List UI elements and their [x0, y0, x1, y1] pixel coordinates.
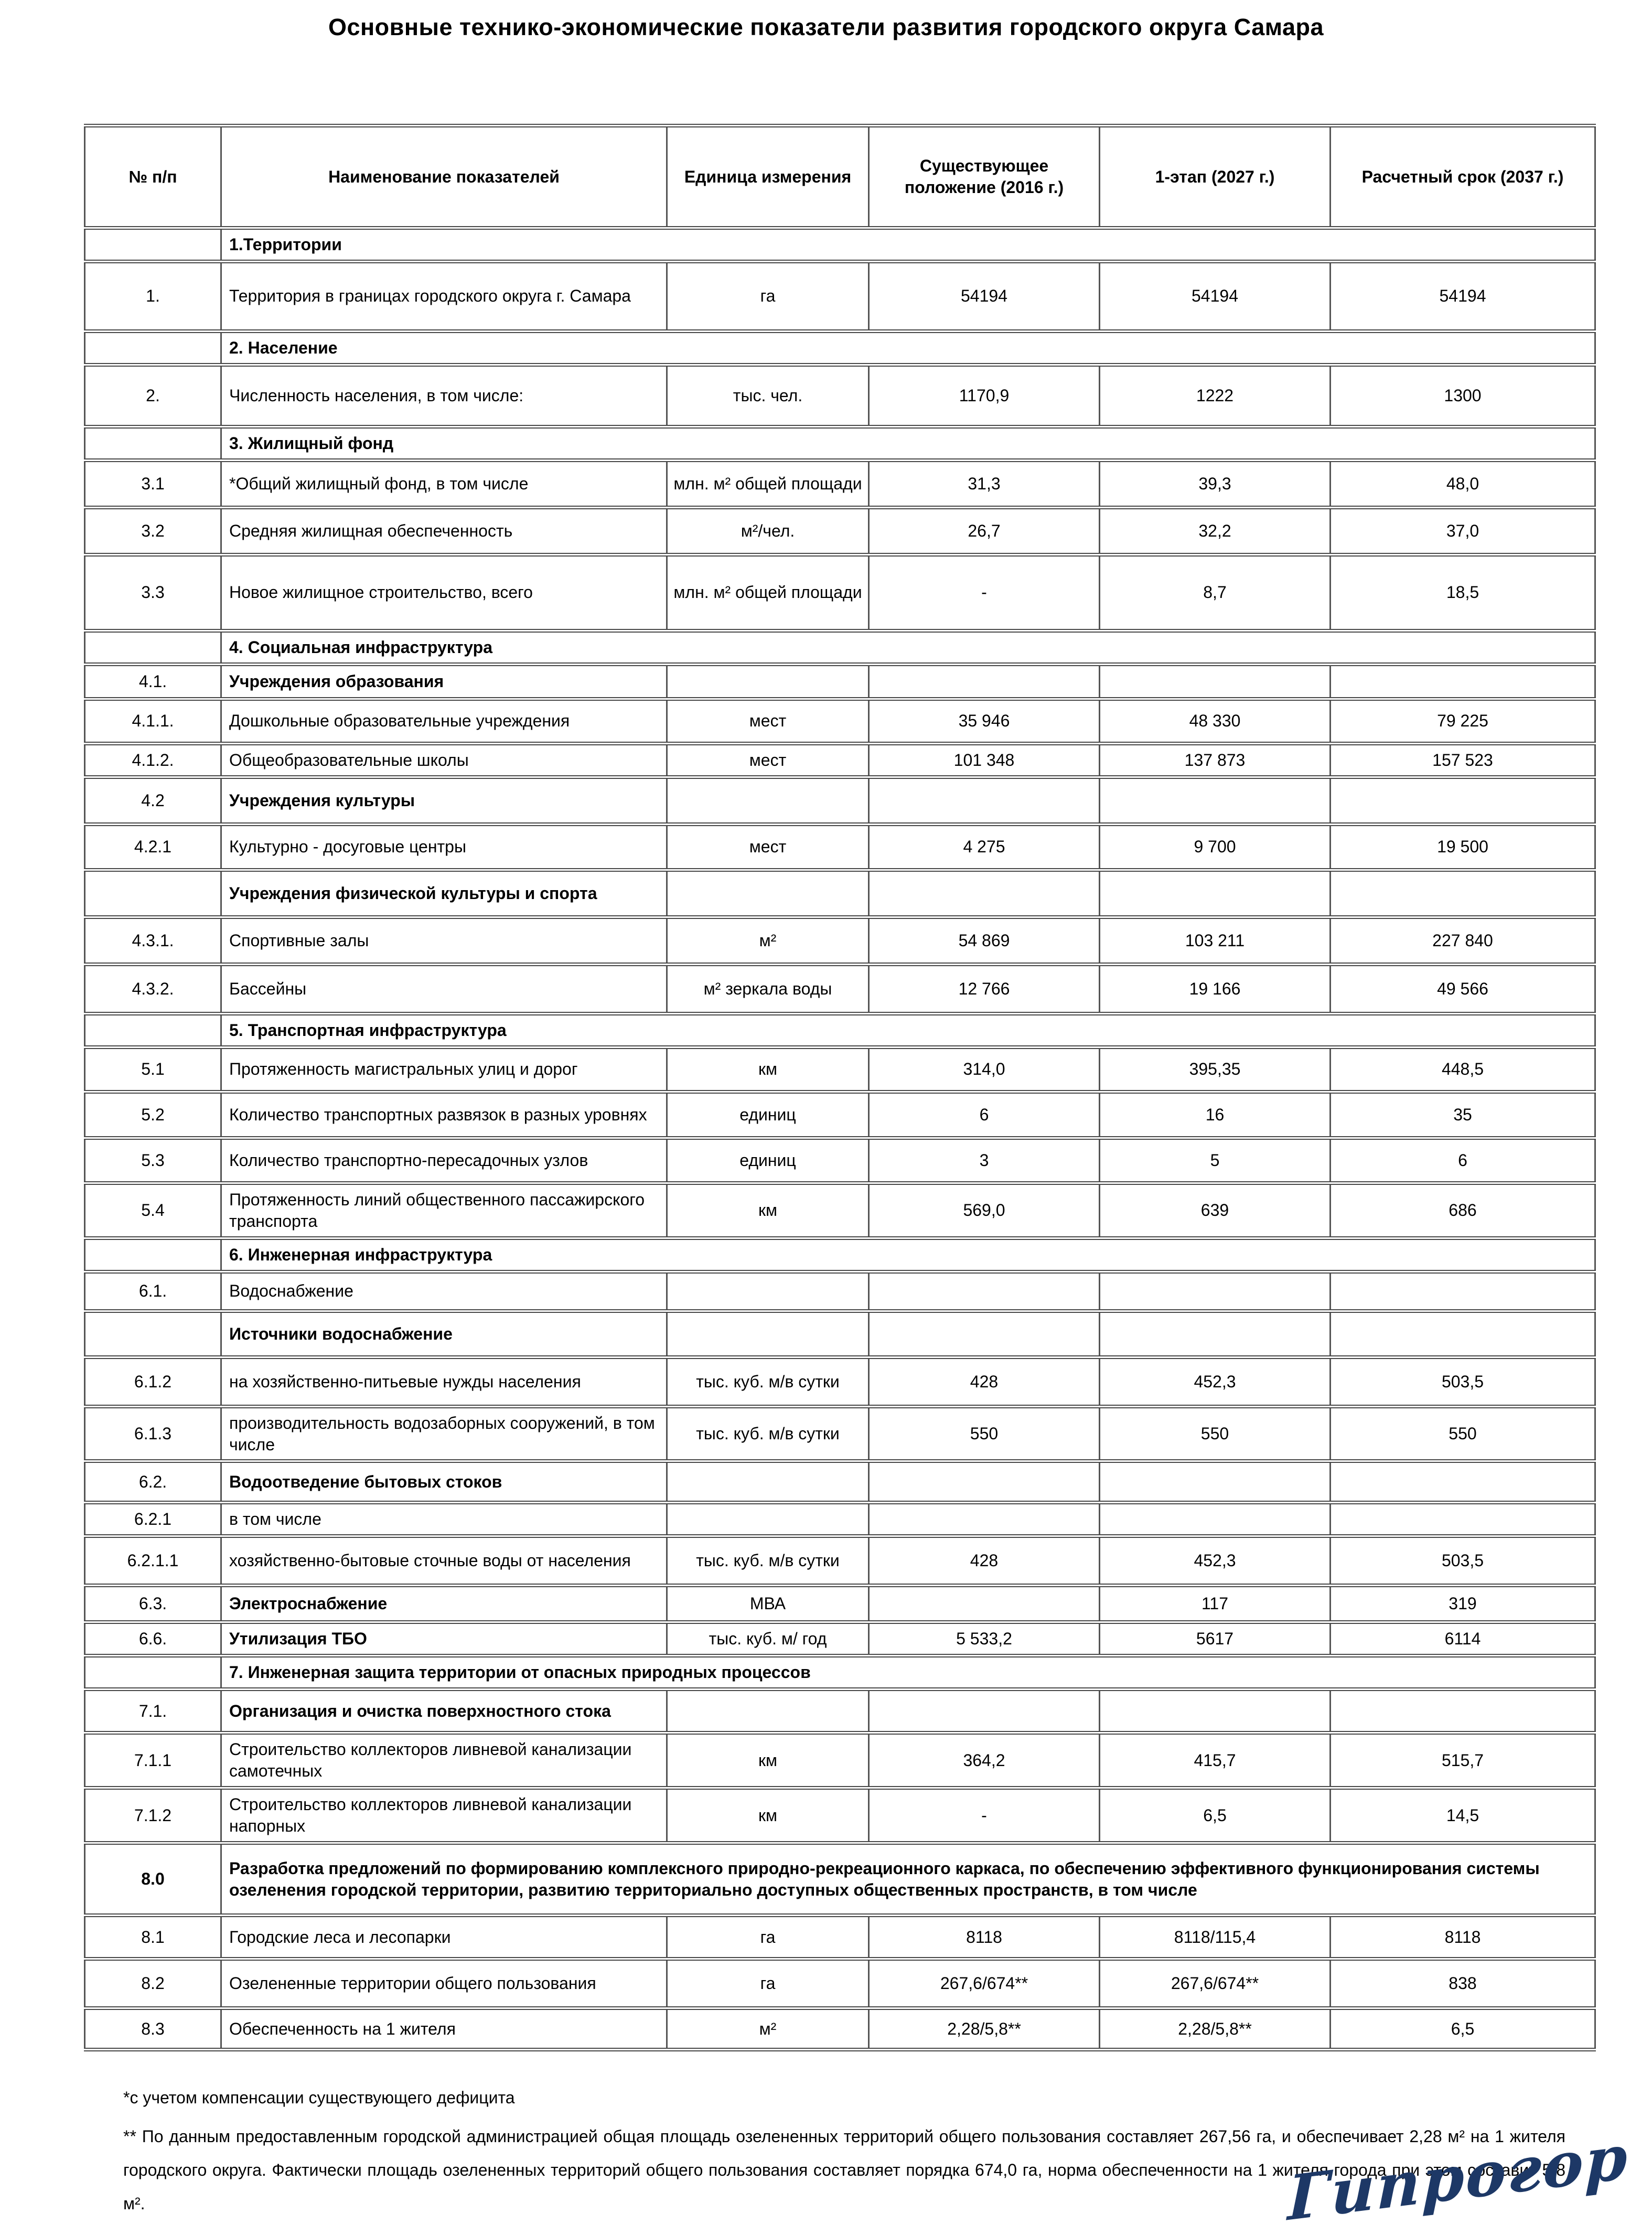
cell-num: 6.1.3: [85, 1406, 221, 1461]
cell-2016: [869, 1689, 1100, 1733]
cell-2016: 267,6/674**: [869, 1959, 1100, 2008]
cell-unit: [667, 1461, 869, 1503]
table-row: [85, 1138, 1595, 1183]
cell-num: 3.2: [85, 507, 221, 554]
table-row: [85, 664, 1595, 699]
cell-2027: 6,5: [1100, 1788, 1331, 1843]
cell-unit: га: [667, 1959, 869, 2008]
cell-2037: 54194: [1331, 261, 1595, 331]
cell-2027: 8118/115,4: [1100, 1916, 1331, 1959]
cell-num: [85, 1656, 221, 1689]
cell-name: Обеспеченность на 1 жителя: [221, 2008, 667, 2050]
cell-unit: мест: [667, 743, 869, 777]
section-row: [85, 426, 1595, 460]
cell-name: Спортивные залы: [221, 917, 667, 964]
cell-2016: 54 869: [869, 917, 1100, 964]
cell-name: Средняя жилищная обеспеченность: [221, 507, 667, 554]
cell-2016: [869, 664, 1100, 699]
cell-unit: тыс. куб. м/в сутки: [667, 1406, 869, 1461]
cell-2037: [1331, 1689, 1595, 1733]
table-row: [85, 365, 1595, 426]
cell-name: Количество транспортных развязок в разных уровнях: [221, 1092, 667, 1138]
cell-unit: [667, 1311, 869, 1357]
table-row: [85, 1622, 1595, 1656]
cell-2016: 101 348: [869, 743, 1100, 777]
cell-unit: тыс. куб. м/в сутки: [667, 1536, 869, 1586]
section-title: 3. Жилищный фонд: [221, 426, 1595, 460]
cell-2016: 26,7: [869, 507, 1100, 554]
table-row: [85, 699, 1595, 743]
cell-unit: млн. м² общей площади: [667, 554, 869, 630]
cell-name: Озелененные территории общего пользования: [221, 1959, 667, 2008]
section-row: [85, 1843, 1595, 1916]
table-row: [85, 1959, 1595, 2008]
cell-2016: [869, 1586, 1100, 1622]
cell-unit: км: [667, 1788, 869, 1843]
cell-2037: 37,0: [1331, 507, 1595, 554]
cell-num: 4.2.1: [85, 824, 221, 870]
cell-name: Количество транспортно-пересадочных узлов: [221, 1138, 667, 1183]
cell-unit: мест: [667, 824, 869, 870]
cell-2037: 19 500: [1331, 824, 1595, 870]
cell-name: Утилизация ТБО: [221, 1622, 667, 1656]
cell-2037: [1331, 664, 1595, 699]
cell-num: 6.6.: [85, 1622, 221, 1656]
cell-name: Территория в границах городского округа г. Самара: [221, 261, 667, 331]
cell-unit: единиц: [667, 1138, 869, 1183]
table-row: [85, 1357, 1595, 1406]
cell-2016: [869, 870, 1100, 917]
cell-2027: 19 166: [1100, 964, 1331, 1013]
section-title: 2. Население: [221, 331, 1595, 365]
cell-name: в том числе: [221, 1503, 667, 1536]
section-row: [85, 1013, 1595, 1047]
cell-unit: тыс. чел.: [667, 365, 869, 426]
cell-unit: МВА: [667, 1586, 869, 1622]
section-title: 4. Социальная инфраструктура: [221, 630, 1595, 664]
cell-2037: 503,5: [1331, 1536, 1595, 1586]
cell-2016: 569,0: [869, 1183, 1100, 1238]
cell-num: 6.3.: [85, 1586, 221, 1622]
cell-name: Культурно - досуговые центры: [221, 824, 667, 870]
cell-2037: 550: [1331, 1406, 1595, 1461]
cell-unit: м²/чел.: [667, 507, 869, 554]
cell-name: Протяженность линий общественного пассажирского транспорта: [221, 1183, 667, 1238]
cell-2027: 5617: [1100, 1622, 1331, 1656]
cell-unit: га: [667, 1916, 869, 1959]
table-row: [85, 1788, 1595, 1843]
column-header-unit: Единица измерения: [667, 126, 869, 228]
table-row: [85, 1503, 1595, 1536]
table-row: [85, 870, 1595, 917]
cell-num: 6.1.2: [85, 1357, 221, 1406]
cell-2037: 686: [1331, 1183, 1595, 1238]
cell-2027: 137 873: [1100, 743, 1331, 777]
table-row: [85, 1916, 1595, 1959]
cell-2016: 428: [869, 1536, 1100, 1586]
cell-2027: [1100, 1311, 1331, 1357]
cell-2016: 54194: [869, 261, 1100, 331]
section-title: 7. Инженерная защита территории от опасных природных процессов: [221, 1656, 1595, 1689]
table-row: [85, 964, 1595, 1013]
table-row: [85, 1092, 1595, 1138]
cell-2037: 18,5: [1331, 554, 1595, 630]
cell-num: 5.3: [85, 1138, 221, 1183]
cell-2037: [1331, 1503, 1595, 1536]
header-row: [85, 126, 1595, 228]
footnote-double-asterisk: ** По данным предоставленным городской администрацией общая площадь озелененных территорий общего пользования составляет 267,56 га, и обеспечивает 2,28 м² на 1 жителя городского округа. Фактически площадь озелененных территорий общего пользования составляет порядка 674,0 га, норма обеспеченности на 1 жителя города при этом составит 5,8 м².: [123, 2127, 1565, 2213]
table-row: [85, 554, 1595, 630]
table-row: [85, 1586, 1595, 1622]
cell-2027: 452,3: [1100, 1536, 1331, 1586]
cell-name: Общеобразовательные школы: [221, 743, 667, 777]
cell-unit: млн. м² общей площади: [667, 460, 869, 507]
column-header-2037: Расчетный срок (2037 г.): [1331, 126, 1595, 228]
cell-num: [85, 228, 221, 262]
cell-2037: 227 840: [1331, 917, 1595, 964]
cell-num: 7.1.1: [85, 1733, 221, 1788]
document-page: [0, 14, 1652, 2235]
cell-2027: 9 700: [1100, 824, 1331, 870]
cell-unit: тыс. куб. м/в сутки: [667, 1357, 869, 1406]
cell-2037: 14,5: [1331, 1788, 1595, 1843]
column-header-num: № п/п: [85, 126, 221, 228]
cell-2037: 6,5: [1331, 2008, 1595, 2050]
cell-2016: -: [869, 554, 1100, 630]
cell-2016: 31,3: [869, 460, 1100, 507]
cell-num: 7.1.: [85, 1689, 221, 1733]
column-header-2027: 1-этап (2027 г.): [1100, 126, 1331, 228]
cell-unit: [667, 664, 869, 699]
cell-2027: 16: [1100, 1092, 1331, 1138]
cell-name: Учреждения физической культуры и спорта: [221, 870, 667, 917]
cell-2027: 48 330: [1100, 699, 1331, 743]
cell-unit: км: [667, 1047, 869, 1092]
section-title: Разработка предложений по формированию комплексного природно-рекреационного каркаса, по обеспечению эффективного функционирования системы озеленения городской территории, развитию территориально доступных общественных пространств, в том числе: [221, 1843, 1595, 1916]
cell-2037: 35: [1331, 1092, 1595, 1138]
cell-2016: 3: [869, 1138, 1100, 1183]
cell-num: [85, 1311, 221, 1357]
cell-2037: 6: [1331, 1138, 1595, 1183]
cell-2016: 5 533,2: [869, 1622, 1100, 1656]
cell-unit: км: [667, 1183, 869, 1238]
cell-2037: [1331, 1311, 1595, 1357]
table-row: [85, 507, 1595, 554]
cell-num: 3.1: [85, 460, 221, 507]
cell-num: [85, 630, 221, 664]
cell-2016: 1170,9: [869, 365, 1100, 426]
cell-name: Учреждения образования: [221, 664, 667, 699]
cell-2037: 6114: [1331, 1622, 1595, 1656]
cell-2027: [1100, 870, 1331, 917]
cell-unit: [667, 1503, 869, 1536]
column-header-2016: Существующее положение (2016 г.): [869, 126, 1100, 228]
cell-2027: [1100, 1271, 1331, 1311]
section-row: [85, 1656, 1595, 1689]
table-row: [85, 917, 1595, 964]
cell-2037: 515,7: [1331, 1733, 1595, 1788]
cell-2037: 79 225: [1331, 699, 1595, 743]
section-title: 6. Инженерная инфраструктура: [221, 1238, 1595, 1271]
cell-2016: 6: [869, 1092, 1100, 1138]
table-row: [85, 1733, 1595, 1788]
table-row: [85, 1271, 1595, 1311]
table-row: [85, 1047, 1595, 1092]
cell-2016: -: [869, 1788, 1100, 1843]
indicators-table: [84, 124, 1596, 2051]
cell-2027: 395,35: [1100, 1047, 1331, 1092]
table-row: [85, 460, 1595, 507]
cell-2016: [869, 777, 1100, 824]
cell-unit: км: [667, 1733, 869, 1788]
cell-2027: 452,3: [1100, 1357, 1331, 1406]
cell-num: 8.2: [85, 1959, 221, 2008]
cell-2037: 448,5: [1331, 1047, 1595, 1092]
cell-name: Новое жилищное строительство, всего: [221, 554, 667, 630]
cell-num: 5.2: [85, 1092, 221, 1138]
cell-2027: 1222: [1100, 365, 1331, 426]
table-row: [85, 1689, 1595, 1733]
cell-2027: 5: [1100, 1138, 1331, 1183]
cell-num: 4.1.: [85, 664, 221, 699]
cell-2027: 639: [1100, 1183, 1331, 1238]
cell-name: Дошкольные образовательные учреждения: [221, 699, 667, 743]
cell-2016: 428: [869, 1357, 1100, 1406]
cell-2027: [1100, 777, 1331, 824]
section-row: [85, 630, 1595, 664]
cell-2016: [869, 1461, 1100, 1503]
cell-name: Бассейны: [221, 964, 667, 1013]
cell-num: 4.2: [85, 777, 221, 824]
cell-name: Водоотведение бытовых стоков: [221, 1461, 667, 1503]
section-title: 5. Транспортная инфраструктура: [221, 1013, 1595, 1047]
cell-2027: 2,28/5,8**: [1100, 2008, 1331, 2050]
cell-unit: [667, 777, 869, 824]
cell-2037: 503,5: [1331, 1357, 1595, 1406]
cell-name: Источники водоснабжение: [221, 1311, 667, 1357]
cell-unit: тыс. куб. м/ год: [667, 1622, 869, 1656]
cell-num: 3.3: [85, 554, 221, 630]
cell-2027: 415,7: [1100, 1733, 1331, 1788]
cell-num: 4.3.1.: [85, 917, 221, 964]
cell-2037: [1331, 777, 1595, 824]
cell-num: 7.1.2: [85, 1788, 221, 1843]
cell-2027: 117: [1100, 1586, 1331, 1622]
cell-num: [85, 1238, 221, 1271]
cell-2027: 32,2: [1100, 507, 1331, 554]
cell-2016: 8118: [869, 1916, 1100, 1959]
cell-num: 4.3.2.: [85, 964, 221, 1013]
cell-2037: 8118: [1331, 1916, 1595, 1959]
cell-2027: 550: [1100, 1406, 1331, 1461]
table-row: [85, 777, 1595, 824]
cell-name: на хозяйственно-питьевые нужды населения: [221, 1357, 667, 1406]
table-row: [85, 743, 1595, 777]
cell-unit: га: [667, 261, 869, 331]
section-row: [85, 1238, 1595, 1271]
cell-num: 1.: [85, 261, 221, 331]
cell-2016: [869, 1311, 1100, 1357]
cell-num: 6.2.1: [85, 1503, 221, 1536]
cell-num: 6.1.: [85, 1271, 221, 1311]
cell-2027: [1100, 1461, 1331, 1503]
cell-name: Строительство коллекторов ливневой канализации напорных: [221, 1788, 667, 1843]
cell-2037: [1331, 1461, 1595, 1503]
cell-2027: [1100, 1689, 1331, 1733]
cell-unit: мест: [667, 699, 869, 743]
cell-2037: 838: [1331, 1959, 1595, 2008]
cell-unit: м²: [667, 2008, 869, 2050]
cell-unit: [667, 1271, 869, 1311]
cell-2037: 49 566: [1331, 964, 1595, 1013]
cell-2027: 54194: [1100, 261, 1331, 331]
cell-num: 5.1: [85, 1047, 221, 1092]
cell-2037: 319: [1331, 1586, 1595, 1622]
cell-name: хозяйственно-бытовые сточные воды от населения: [221, 1536, 667, 1586]
cell-2037: 157 523: [1331, 743, 1595, 777]
cell-num: 4.1.1.: [85, 699, 221, 743]
cell-unit: [667, 1689, 869, 1733]
cell-2016: [869, 1503, 1100, 1536]
table-row: [85, 1461, 1595, 1503]
cell-2027: [1100, 664, 1331, 699]
cell-unit: [667, 870, 869, 917]
section-title: 1.Территории: [221, 228, 1595, 262]
cell-2016: 4 275: [869, 824, 1100, 870]
giprogor-logo: Гипрогор: [1287, 2121, 1629, 2235]
cell-2027: [1100, 1503, 1331, 1536]
cell-2016: 550: [869, 1406, 1100, 1461]
cell-num: [85, 331, 221, 365]
cell-num: 6.2.: [85, 1461, 221, 1503]
cell-2027: 267,6/674**: [1100, 1959, 1331, 2008]
cell-num: [85, 870, 221, 917]
cell-2027: 103 211: [1100, 917, 1331, 964]
cell-2037: 48,0: [1331, 460, 1595, 507]
table-row: [85, 824, 1595, 870]
cell-name: Городские леса и лесопарки: [221, 1916, 667, 1959]
cell-2037: 1300: [1331, 365, 1595, 426]
cell-2016: 314,0: [869, 1047, 1100, 1092]
cell-num: 5.4: [85, 1183, 221, 1238]
cell-num: 8.0: [85, 1843, 221, 1916]
cell-name: *Общий жилищный фонд, в том числе: [221, 460, 667, 507]
section-row: [85, 331, 1595, 365]
cell-name: производительность водозаборных сооружений, в том числе: [221, 1406, 667, 1461]
table-row: [85, 1311, 1595, 1357]
table-body: [85, 228, 1595, 2050]
table-row: [85, 261, 1595, 331]
cell-unit: м²: [667, 917, 869, 964]
cell-name: Строительство коллекторов ливневой канализации самотечных: [221, 1733, 667, 1788]
cell-name: Водоснабжение: [221, 1271, 667, 1311]
cell-2037: [1331, 870, 1595, 917]
table-header: [85, 126, 1595, 228]
cell-num: 8.1: [85, 1916, 221, 1959]
page-title: Основные технико-экономические показатели развития городского округа Самара: [328, 14, 1324, 40]
cell-2027: 8,7: [1100, 554, 1331, 630]
footnote-asterisk: *с учетом компенсации существующего дефицита: [123, 2088, 515, 2108]
cell-name: Учреждения культуры: [221, 777, 667, 824]
cell-name: Организация и очистка поверхностного стока: [221, 1689, 667, 1733]
cell-num: 6.2.1.1: [85, 1536, 221, 1586]
cell-2016: 35 946: [869, 699, 1100, 743]
cell-unit: м² зеркала воды: [667, 964, 869, 1013]
cell-name: Электроснабжение: [221, 1586, 667, 1622]
cell-2027: 39,3: [1100, 460, 1331, 507]
cell-2016: 364,2: [869, 1733, 1100, 1788]
cell-2016: 12 766: [869, 964, 1100, 1013]
cell-2016: [869, 1271, 1100, 1311]
cell-num: 8.3: [85, 2008, 221, 2050]
cell-name: Протяженность магистральных улиц и дорог: [221, 1047, 667, 1092]
table-row: [85, 1183, 1595, 1238]
cell-num: 2.: [85, 365, 221, 426]
table-row: [85, 1406, 1595, 1461]
table-row: [85, 1536, 1595, 1586]
cell-num: 4.1.2.: [85, 743, 221, 777]
cell-num: [85, 426, 221, 460]
cell-2037: [1331, 1271, 1595, 1311]
cell-2016: 2,28/5,8**: [869, 2008, 1100, 2050]
section-row: [85, 228, 1595, 262]
table-row: [85, 2008, 1595, 2050]
column-header-name: Наименование показателей: [221, 126, 667, 228]
cell-num: [85, 1013, 221, 1047]
cell-name: Численность населения, в том числе:: [221, 365, 667, 426]
cell-unit: единиц: [667, 1092, 869, 1138]
